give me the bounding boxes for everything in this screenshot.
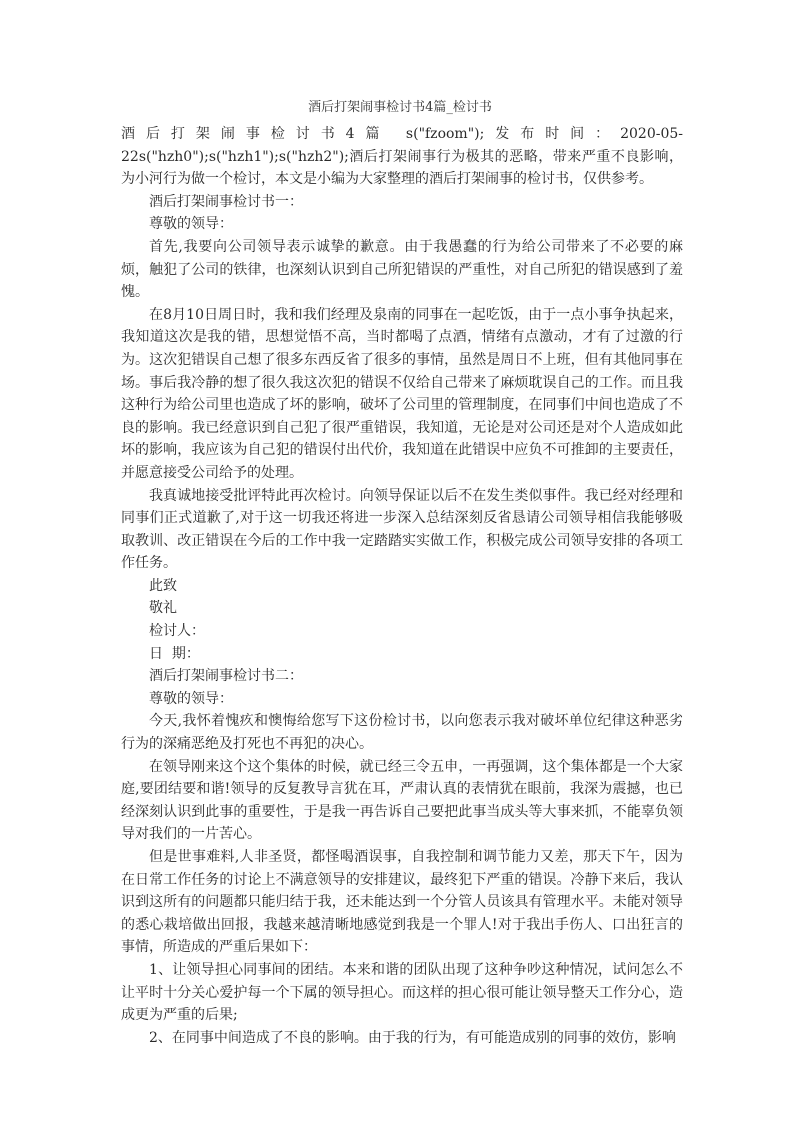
paragraph: 我真诚地接受批评特此再次检讨。向领导保证以后不在发生类似事件。我已经对经理和同事们正式道歉了,对于这一切我还将进一步深入总结深刻反省恳请公司领导相信我能够吸取教训、改正错误在今后的工作中我一定踏踏实实做工作，积极完成公司领导安排的各项工作任务。 bbox=[121, 487, 683, 572]
list-item: 2、在同事中间造成了不良的影响。由于我的行为，有可能造成别的同事的效仿，影响 bbox=[149, 1029, 676, 1046]
paragraph: 在领导刚来这个这个集体的时候，就已经三令五申，一再强调，这个集体都是一个大家庭,要团结要和谐!领导的反复教导言犹在耳，严肃认真的表情犹在眼前，我深为震撼，也已经深刻认识到此事的重要性，于是我一再告诉自己要把此事当成头等大事来抓，不能辜负领导对我们的一片苦心。 bbox=[121, 758, 683, 843]
document-body bbox=[121, 123, 683, 1049]
salutation: 尊敬的领导： bbox=[149, 216, 233, 233]
paragraph: 首先,我要向公司领导表示诚挚的歉意。由于我愚蠢的行为给公司带来了不必要的麻烦，触犯了公司的铁律，也深刻认识到自己所犯错误的严重性，对自己所犯的错误感到了羞愧。 bbox=[121, 238, 683, 301]
signer-label: 检讨人： bbox=[149, 623, 205, 640]
closing-regards: 敬礼 bbox=[149, 600, 177, 617]
list-item: 1、让领导担心同事间的团结。本来和谐的团队出现了这种争吵这种情况，试问怎么不让平时十分关心爱护每一个下属的领导担心。而这样的担心很可能让领导整天工作分心，造成更为严重的后果; bbox=[121, 961, 683, 1024]
date-label: 日 期： bbox=[149, 645, 200, 662]
paragraph: 在8月10日周日时，我和我们经理及泉南的同事在一起吃饭，由于一点小事争执起来，我知道这次是我的错，思想觉悟不高，当时都喝了点酒，情绪有点激动，才有了过激的行为。这次犯错误自己想了很多东西反省了很多的事情，虽然是周日不上班，但有其他同事在场。事后我冷静的想了很久我这次犯的错误不仅给自己带来了麻烦耽误自己的工作。而且我这种行为给公司里也造成了坏的影响，破坏了公司里的管理制度，在同事们中间也造成了不良的影响。我已经意识到自己犯了很严重错误，我知道，无论是对公司还是对个人造成如此坏的影响，我应该为自己犯的错误付出代价，我知道在此错误中应负不可推卸的主要责任，并愿意接受公司给予的处理。 bbox=[121, 306, 683, 481]
intro-paragraph: 酒后打架闹事检讨书4篇 s("fzoom");发布时间：2020-05-22s("hzh0");s("hzh1");s("hzh2");酒后打架闹事行为极其的恶略，带来严重不良影响，为小河行为做一个检讨，本文是小编为大家整理的酒后打架闹事的检讨书，仅供参考。 bbox=[121, 126, 683, 188]
section-heading-2: 酒后打架闹事检讨书二： bbox=[149, 668, 303, 685]
document-title: 酒后打架闹事检讨书4篇_检讨书 bbox=[308, 100, 492, 115]
section-heading-1: 酒后打架闹事检讨书一： bbox=[149, 193, 303, 210]
closing: 此致 bbox=[149, 577, 177, 594]
salutation: 尊敬的领导： bbox=[149, 690, 233, 707]
paragraph: 今天,我怀着愧疚和懊悔给您写下这份检讨书，以向您表示我对破坏单位纪律这种恶劣行为的深痛恶绝及打死也不再犯的决心。 bbox=[121, 713, 683, 753]
paragraph: 但是世事难料,人非圣贤，都怪喝酒误事，自我控制和调节能力又差，那天下午，因为在日常工作任务的讨论上不满意领导的安排建议，最终犯下严重的错误。冷静下来后，我认识到这所有的问题都只能归结于我，还未能达到一个分管人员该具有管理水平。未能对领导的悉心栽培做出回报，我越来越清晰地感觉到我是一个罪人!对于我出手伤人、口出狂言的事情，所造成的严重后果如下： bbox=[121, 849, 683, 956]
